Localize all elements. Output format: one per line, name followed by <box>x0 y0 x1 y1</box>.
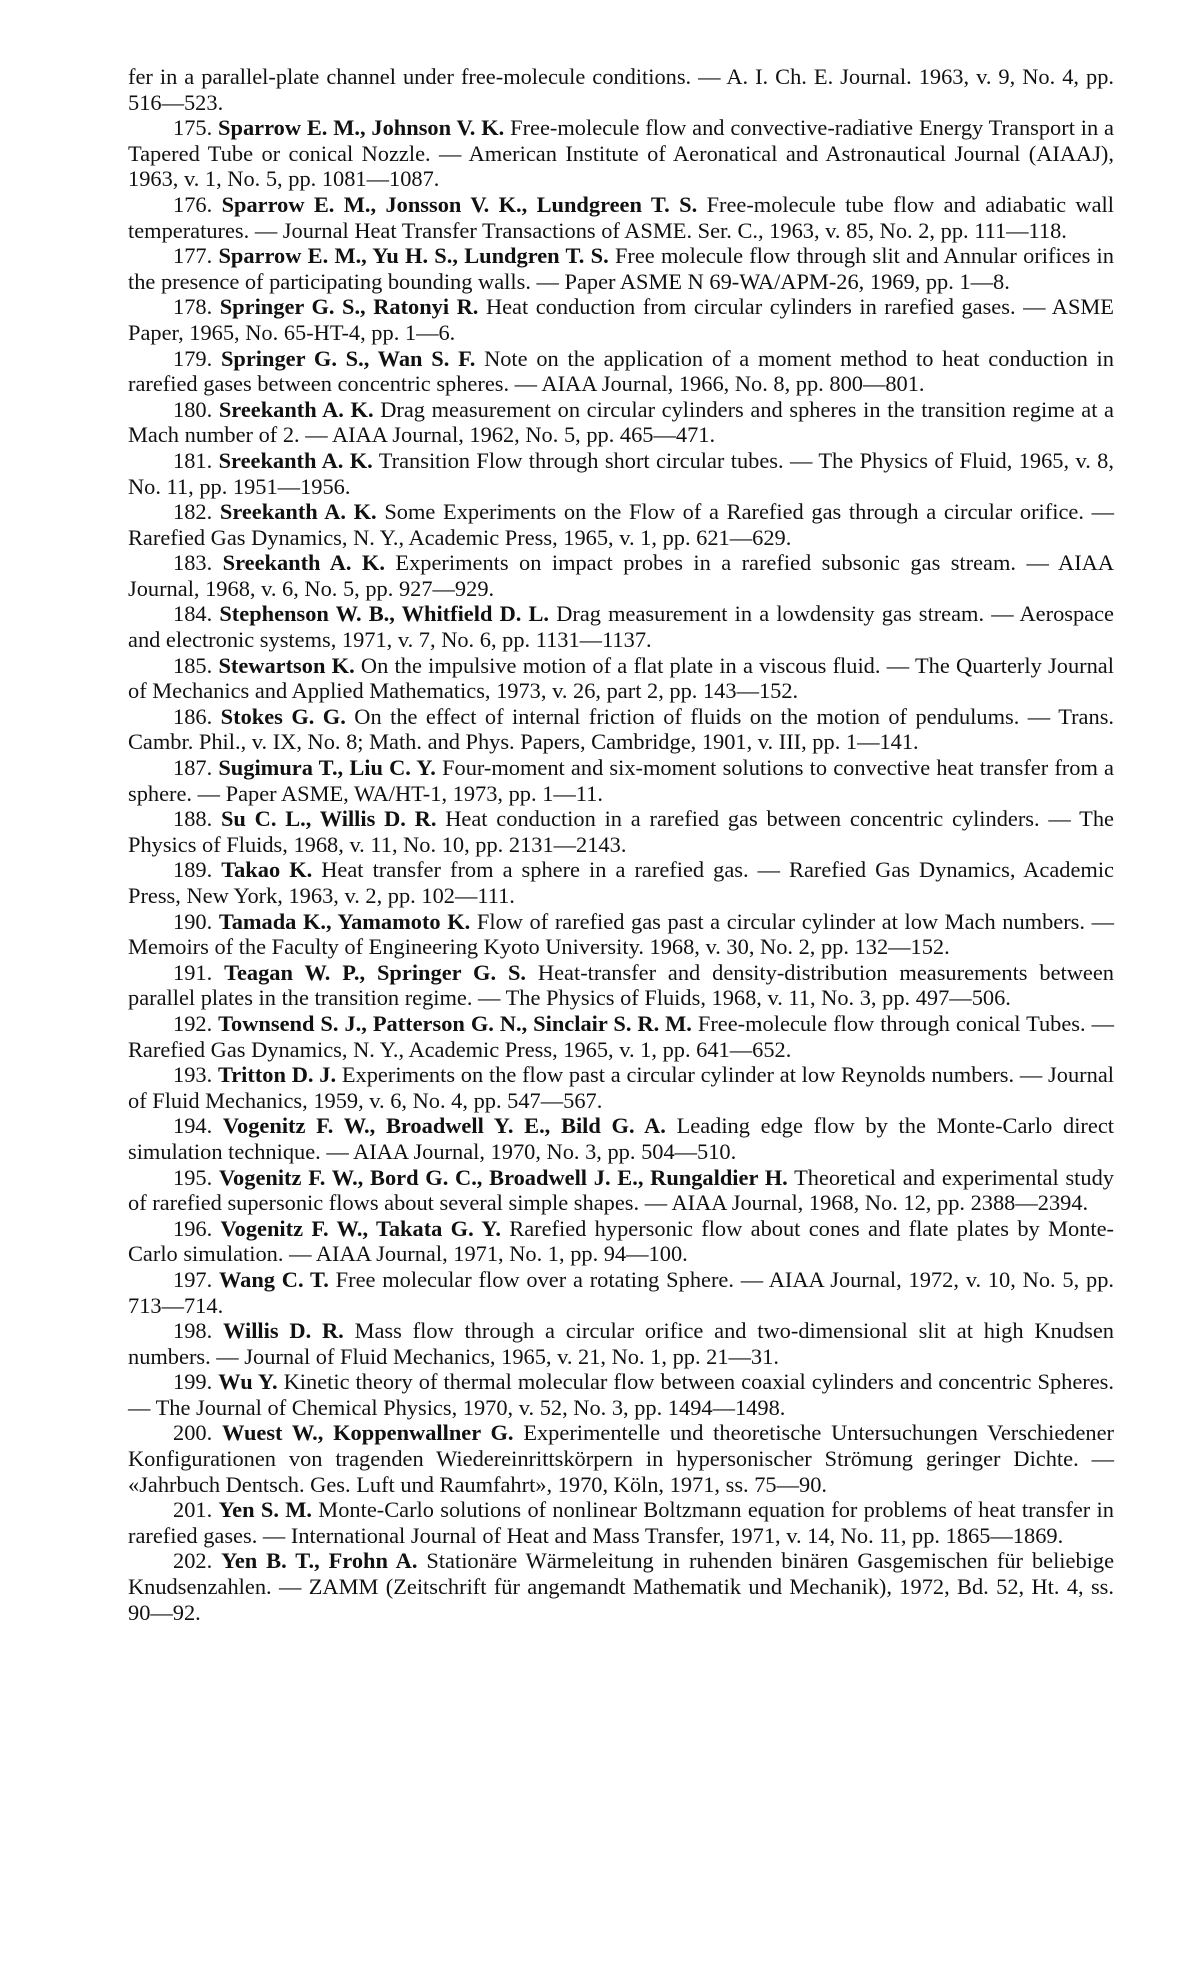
reference-item <box>128 115 1114 192</box>
reference-authors: Yen B. T., Frohn A. <box>221 1548 418 1574</box>
reference-text: Stationäre Wärmeleitung in ruhenden binären Gasgemischen für beliebige Knudsenzahlen. — ZAMM (Zeitschrift für angemandt Mathematik und Mechanik), 1972, Bd. 52, Ht. 4, ss. 90—92. <box>128 1548 1115 1625</box>
reference-item <box>128 243 1114 294</box>
reference-authors: Tritton D. J. <box>217 1062 337 1088</box>
reference-number: 186. <box>173 703 213 729</box>
reference-number: 193. <box>173 1062 213 1088</box>
reference-item <box>128 1216 1114 1267</box>
reference-number: 176. <box>173 191 213 217</box>
reference-authors: Springer G. S., Wan S. F. <box>220 345 476 371</box>
reference-authors: Yen S. M. <box>218 1497 312 1523</box>
reference-number: 187. <box>173 755 213 781</box>
reference-item <box>128 1318 1114 1369</box>
reference-continuation: fer in a parallel-plate channel under free-molecule conditions. — A. I. Ch. E. Journal. 1963, v. 9, No. 4, pp. 516—523. <box>128 64 1114 115</box>
reference-item <box>128 704 1114 755</box>
reference-text: Rarefied hypersonic flow about cones and flate plates by Monte-Carlo simulation. — AIAA Journal, 1971, No. 1, pp. 94—100. <box>128 1215 1114 1267</box>
reference-text: Drag measurement in a lowdensity gas stream. — Aerospace and electronic systems, 1971, v. 7, No. 6, pp. 1131—1137. <box>128 601 1114 653</box>
reference-item <box>128 806 1114 857</box>
reference-authors: Stokes G. G. <box>220 703 346 729</box>
reference-number: 180. <box>173 396 213 422</box>
reference-item <box>128 857 1114 908</box>
reference-number: 179. <box>173 345 213 371</box>
reference-authors: Vogenitz F. W., Bord G. C., Broadwell J. E., Rungaldier H. <box>218 1164 788 1190</box>
reference-text: Free molecular flow over a rotating Sphere. — AIAA Journal, 1972, v. 10, No. 5, pp. 713—714. <box>128 1266 1114 1318</box>
reference-number: 197. <box>173 1266 213 1292</box>
reference-authors: Wang C. T. <box>219 1266 329 1292</box>
reference-number: 199. <box>173 1369 213 1395</box>
reference-item <box>128 1113 1114 1164</box>
reference-text: Heat conduction from circular cylinders in rarefied gases. — ASME Paper, 1965, No. 65-HT-4, pp. 1—6. <box>128 294 1114 345</box>
reference-number: 198. <box>173 1318 213 1344</box>
reference-authors: Willis D. R. <box>223 1318 344 1344</box>
reference-item <box>128 1548 1114 1625</box>
reference-authors: Sreekanth A. K. <box>218 447 373 473</box>
reference-text: Leading edge flow by the Monte-Carlo direct simulation technique. — AIAA Journal, 1970, No. 3, pp. 504—510. <box>128 1113 1114 1164</box>
reference-number: 200. <box>173 1420 213 1446</box>
reference-authors: Sparrow E. M., Jonsson V. K., Lundgreen T. S. <box>221 191 698 217</box>
reference-number: 190. <box>173 908 213 934</box>
reference-number: 188. <box>173 806 213 832</box>
reference-number: 185. <box>173 652 213 678</box>
reference-item <box>128 1062 1114 1113</box>
reference-item <box>128 346 1114 397</box>
reference-item <box>128 1267 1114 1318</box>
reference-text: Heat conduction in a rarefied gas between concentric cylinders. — The Physics of Fluids, 1968, v. 11, No. 10, pp. 2131—2143. <box>128 806 1114 857</box>
reference-item <box>128 294 1114 345</box>
reference-authors: Sparrow E. M., Yu H. S., Lundgren T. S. <box>218 243 609 269</box>
reference-text: Heat-transfer and density-distribution measurements between parallel plates in the transition regime. — The Physics of Fluids, 1968, v. 11, No. 3, pp. 497—506. <box>128 959 1114 1011</box>
reference-number: 191. <box>173 959 213 985</box>
reference-number: 202. <box>173 1548 213 1574</box>
reference-text: Note on the application of a moment method to heat conduction in rarefied gases between concentric spheres. — AIAA Journal, 1966, No. 8, pp. 800—801. <box>128 345 1114 397</box>
reference-authors: Vogenitz F. W., Broadwell Y. E., Bild G. A. <box>222 1113 666 1139</box>
reference-text: Mass flow through a circular orifice and two-dimensional slit at high Knudsen numbers. — Journal of Fluid Mechanics, 1965, v. 21, No. 1, pp. 21—31. <box>128 1318 1114 1369</box>
reference-item <box>128 550 1114 601</box>
reference-text: Four-moment and six-moment solutions to convective heat transfer from a sphere. — Paper ASME, WA/HT-1, 1973, pp. 1—11. <box>128 755 1114 806</box>
reference-number: 175. <box>173 115 213 141</box>
reference-number: 178. <box>173 294 213 320</box>
reference-item <box>128 653 1114 704</box>
reference-text: Free-molecule flow and convective-radiative Energy Transport in a Tapered Tube or conical Nozzle. — American Institute of Aeronatical and Astronautical Journal (AIAAJ), 1963, v. 1, No. 5, pp. 1081—1087. <box>128 115 1114 192</box>
reference-authors: Su C. L., Willis D. R. <box>220 806 437 832</box>
reference-text: Monte-Carlo solutions of nonlinear Boltzmann equation for problems of heat transfer in rarefied gases. — International Journal of Heat and Mass Transfer, 1971, v. 14, No. 11, pp. 1865—1869. <box>128 1497 1114 1548</box>
reference-authors: Stephenson W. B., Whitfield D. L. <box>219 601 550 627</box>
reference-text: Free-molecule tube flow and adiabatic wall temperatures. — Journal Heat Transfer Transactions of ASME. Ser. C., 1963, v. 85, No. 2, pp. 111—118. <box>128 191 1114 243</box>
reference-text: Experiments on the flow past a circular cylinder at low Reynolds numbers. — Journal of Fluid Mechanics, 1959, v. 6, No. 4, pp. 547—567. <box>128 1062 1114 1113</box>
reference-authors: Teagan W. P., Springer G. S. <box>224 959 527 985</box>
reference-authors: Sreekanth A. K. <box>219 499 377 525</box>
reference-authors: Takao K. <box>221 857 313 883</box>
reference-item <box>128 755 1114 806</box>
reference-text: On the effect of internal friction of fluids on the motion of pendulums. — Trans. Cambr. Phil., v. IX, No. 8; Math. and Phys. Papers, Cambridge, 1901, v. III, pp. 1—141. <box>128 703 1115 755</box>
reference-number: 192. <box>173 1010 213 1036</box>
reference-authors: Springer G. S., Ratonyi R. <box>219 294 479 320</box>
reference-item <box>128 1165 1114 1216</box>
reference-item <box>128 499 1114 550</box>
reference-number: 201. <box>173 1497 213 1523</box>
reference-text: Kinetic theory of thermal molecular flow between coaxial cylinders and concentric Spheres. — The Journal of Chemical Physics, 1970, v. 52, No. 3, pp. 1494—1498. <box>128 1369 1114 1420</box>
reference-authors: Wu Y. <box>218 1369 278 1395</box>
reference-authors: Stewartson K. <box>218 652 355 678</box>
reference-authors: Wuest W., Koppenwallner G. <box>221 1420 514 1446</box>
reference-authors: Sreekanth A. K. <box>222 550 385 576</box>
reference-text: Transition Flow through short circular tubes. — The Physics of Fluid, 1965, v. 8, No. 11, pp. 1951—1956. <box>128 447 1114 499</box>
reference-number: 196. <box>173 1215 213 1241</box>
reference-item <box>128 601 1114 652</box>
reference-number: 181. <box>173 447 213 473</box>
reference-text: Drag measurement on circular cylinders and spheres in the transition regime at a Mach number of 2. — AIAA Journal, 1962, No. 5, pp. 465—471. <box>128 396 1114 448</box>
reference-number: 194. <box>173 1113 213 1139</box>
reference-authors: Tamada K., Yamamoto K. <box>218 908 471 934</box>
reference-authors: Vogenitz F. W., Takata G. Y. <box>220 1215 501 1241</box>
reference-text: Free-molecule flow through conical Tubes. — Rarefied Gas Dynamics, N. Y., Academic Press, 1965, v. 1, pp. 641—652. <box>128 1010 1114 1062</box>
reference-item <box>128 1420 1114 1497</box>
reference-authors: Sparrow E. M., Johnson V. K. <box>218 115 505 141</box>
reference-text: Experiments on impact probes in a rarefied subsonic gas stream. — AIAA Journal, 1968, v. 6, No. 5, pp. 927—929. <box>128 550 1114 601</box>
reference-text: Experimentelle und theoretische Untersuchungen Verschiedener Konfigurationen von tragenden Wiedereinrittskörpern in hypersonischer Strömung geringer Dichte. — «Jahrbuch Dentsch. Ges. Luft und Raumfahrt», 1970, Köln, 1971, ss. 75—90. <box>128 1420 1114 1497</box>
reference-number: 183. <box>173 550 213 576</box>
reference-item <box>128 397 1114 448</box>
reference-text: On the impulsive motion of a flat plate in a viscous fluid. — The Quarterly Journal of Mechanics and Applied Mathematics, 1973, v. 26, part 2, pp. 143—152. <box>128 652 1114 704</box>
reference-text: Theoretical and experimental study of rarefied supersonic flows about several simple shapes. — AIAA Journal, 1968, No. 12, pp. 2388—2394. <box>128 1164 1114 1216</box>
reference-authors: Sreekanth A. K. <box>218 396 374 422</box>
reference-text: Free molecule flow through slit and Annular orifices in the presence of participating bounding walls. — Paper ASME N 69-WA/APM-26, 1969, pp. 1—8. <box>128 243 1114 294</box>
reference-text: Some Experiments on the Flow of a Rarefied gas through a circular orifice. — Rarefied Gas Dynamics, N. Y., Academic Press, 1965, v. 1, pp. 621—629. <box>128 499 1114 550</box>
reference-item <box>128 960 1114 1011</box>
reference-number: 177. <box>173 243 213 269</box>
reference-authors: Sugimura T., Liu C. Y. <box>218 755 436 781</box>
reference-item <box>128 448 1114 499</box>
reference-text: Flow of rarefied gas past a circular cylinder at low Mach numbers. — Memoirs of the Faculty of Engineering Kyoto University. 1968, v. 30, No. 2, pp. 132—152. <box>128 908 1114 960</box>
reference-page <box>128 64 1114 1625</box>
reference-list <box>128 115 1114 1625</box>
reference-authors: Townsend S. J., Patterson G. N., Sinclair S. R. M. <box>218 1010 692 1036</box>
reference-item <box>128 1497 1114 1548</box>
reference-number: 195. <box>173 1164 213 1190</box>
reference-item <box>128 1369 1114 1420</box>
reference-item <box>128 192 1114 243</box>
reference-number: 184. <box>173 601 213 627</box>
reference-number: 189. <box>173 857 213 883</box>
reference-item <box>128 909 1114 960</box>
reference-text: Heat transfer from a sphere in a rarefied gas. — Rarefied Gas Dynamics, Academic Press, New York, 1963, v. 2, pp. 102—111. <box>128 857 1114 908</box>
reference-number: 182. <box>173 499 213 525</box>
reference-item <box>128 1011 1114 1062</box>
